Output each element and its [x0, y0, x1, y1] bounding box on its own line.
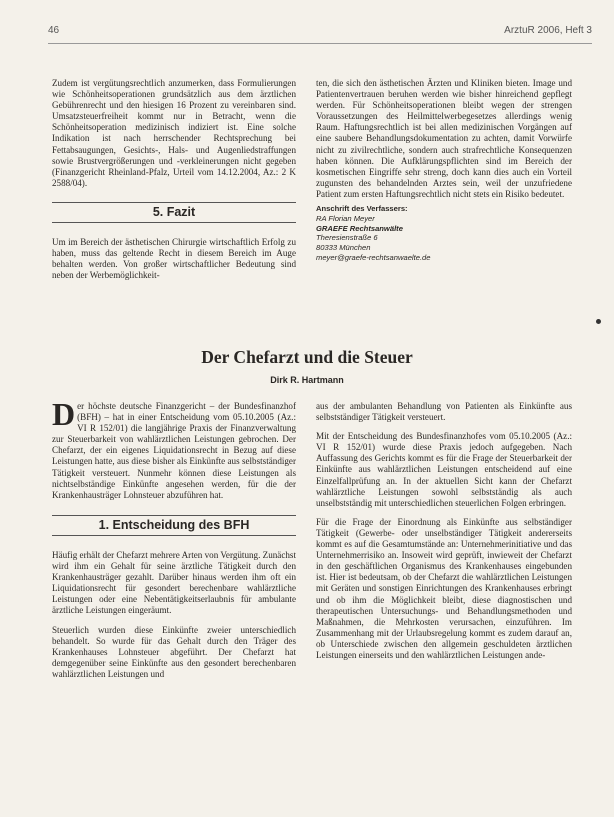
- page-number: 46: [48, 25, 60, 36]
- author-address: [316, 204, 572, 263]
- bottom-left-column: [52, 396, 296, 680]
- address-email: meyer@graefe-rechtsanwaelte.de: [316, 253, 431, 263]
- body-paragraph: Um im Bereich der ästhetischen Chirurgie wirtschaftlich Erfolg zu haben, muss das geltende Recht in diesem Bereich im Auge behalten werden. Von großer wirtschaftlicher Bedeutung sind neben der Werbemöglichkeit-: [52, 237, 296, 281]
- body-paragraph: Mit der Entscheidung des Bundesfinanzhofes vom 05.10.2005 (Az.: VI R 152/01) wurde diese Praxis jedoch aufgegeben. Nach Auffassung des Gerichts kommt es für die Frage der Steuerbarkeit der Einkünfte aus wahlärztlichen Leistungen entscheidend auf eine Einzelfallprüfung an. In der aktuellen Sicht kann der Chefarzt wahlärztliche Leistungen sowohl selbstständig als auch unselbstständig mit unterschiedlichen steuerlichen Folgen erbringen.: [316, 431, 572, 508]
- address-label: Anschrift des Verfassers:: [316, 204, 408, 214]
- body-paragraph: Steuerlich wurden diese Einkünfte zweier unterschiedlich behandelt. So wurde für das Gehalt durch den Träger des Krankenhauses Lohnsteuer abgeführt. Der Chefarzt hat demgegenüber seine Einkünfte aus den gesondert berechenbaren wahlärztlichen Leistungen und: [52, 624, 296, 679]
- end-of-article-mark: [596, 319, 601, 324]
- address-street: Theresienstraße 6: [316, 233, 378, 243]
- top-left-column: [52, 78, 296, 281]
- bottom-right-column: [316, 401, 572, 661]
- section-heading-fazit: 5. Fazit: [52, 202, 296, 223]
- body-paragraph: Häufig erhält der Chefarzt mehrere Arten von Vergütung. Zunächst wird ihm ein Gehalt für seine ärztliche Tätigkeit durch den Krankenhausträger gezahlt. Darüber hinaus werden ihm oft ein Liquidationsrecht für gesondert berechenbare wahlärztliche Leistungen oder eine Nebentätigkeitserlaubnis für ambulante ärztliche Leistungen eingeräumt.: [52, 549, 296, 616]
- article-author: Dirk R. Hartmann: [270, 375, 344, 385]
- address-city: 80333 München: [316, 243, 371, 253]
- top-right-column: [316, 78, 572, 263]
- body-paragraph: [52, 396, 296, 501]
- body-paragraph: ten, die sich den ästhetischen Ärzten und Kliniken bieten. Image und Patientenvertrauen beruhen werden wie bisher hinreichend gepflegt werden. Für Schönheitsoperationen bleibt wegen der strengen Voraussetzungen des Heilmittelwerbegesetzes allerdings wenig Raum. Haftungsrechtlich ist bei allen medizinischen Vorgängen auf eine saubere Behandlungsdokumentation zu achten, damit Vorwürfe nicht zu zivilrechtliche, sondern auch strafrechtliche Konsequenzen haben können. Die Aufklärungspflichten sind im Bereich der kosmetischen Eingriffe sehr streng, doch kann dies auch ein Vorteil zugunsten des behandelnden Arztes sein, weil der unzufriedene Patient zum ersten Haftungsrechtlich nicht stets ein Risiko bedeutet.: [316, 78, 572, 199]
- address-company: GRAEFE Rechtsanwälte: [316, 223, 403, 233]
- page-header: [48, 19, 592, 39]
- lead-text: er höchste deutsche Finanzgericht – der Bundesfinanzhof (BFH) – hat in einer Entscheidung vom 05.10.2005 (Az.: VI R 152/01) die langjährige Praxis der Finanzverwaltung zur Steuerbarkeit von wahlärztlichen Leistungen gebrochen. Der Chefarzt, der ein eigenes Liquidationsrecht in Bezug auf diese Leistungen hatte, aus diese bisher als Einkünfte aus selbstständiger Tätigkeit versteuert. Nunmehr können diese Leistungen als nichtselbständige Einkünfte angesehen werden, für die der Krankenhausträger Lohnsteuer abzuführen hat.: [52, 401, 296, 500]
- drop-cap: D: [52, 396, 76, 432]
- header-divider: [48, 43, 592, 44]
- body-paragraph: aus der ambulanten Behandlung von Patienten als Einkünfte aus selbstständiger Tätigkeit versteuert.: [316, 401, 572, 423]
- article-title: Der Chefarzt und die Steuer: [201, 347, 413, 367]
- body-paragraph: Für die Frage der Einordnung als Einkünfte aus selbständiger Tätigkeit (Gewerbe- oder unselbständiger Tätigkeit andererseits kommt es auf die Gesamtumstände an: Unternehmerinitiative und das Unternehmerrisiko an. Insoweit wird geprüft, inwieweit der Chefarzt in den geschäftlichen Organismus des Krankenhauses eingebunden ist. Hier ist bedeutsam, ob der Chefarzt die wahlärztlichen Leistungen mit Geräten und sonstigen Einrichtungen des Krankenhauses erbringt und ob ihm die Möglichkeit bleibt, diese diagnostischen und therapeutischen Untersuchungs- und Behandlungsmethoden und Maßnahmen, die Mehrkosten verursachen, einzuführen. Im Zusammenhang mit der Urlaubsregelung kommt es zudem darauf an, ob Unterschiede zwischen den allgemein geschuldeten ärztlichen Leistungen einerseits und den wahlärztlichen Leistungen ande-: [316, 516, 572, 660]
- section-heading-bfh: 1. Entscheidung des BFH: [52, 515, 296, 536]
- address-name: RA Florian Meyer: [316, 213, 375, 223]
- journal-reference: ArztuR 2006, Heft 3: [504, 25, 592, 36]
- body-paragraph: Zudem ist vergütungsrechtlich anzumerken, dass Formulierungen wie Schönheitsoperationen grundsätzlich aus dem ärztlichen Gebührenrecht und den hiesigen 16 Prozent zu vereinbaren sind. Umsatzsteuerfreiheit kommt nur in Betracht, wenn die Schönheitsoperation medizinisch indiziert ist. Eine solche Indikation ist nach herrschender Rechtsprechung bei Fettabsaugungen, Gesichts-, Hals- und Augenliedstraffungen sowie Brustvergrößerungen und -verkleinerungen nicht gegeben (Finanzgericht Rheinland-Pfalz, Urteil vom 14.12.2004, Az.: 2 K 2588/04).: [52, 78, 296, 188]
